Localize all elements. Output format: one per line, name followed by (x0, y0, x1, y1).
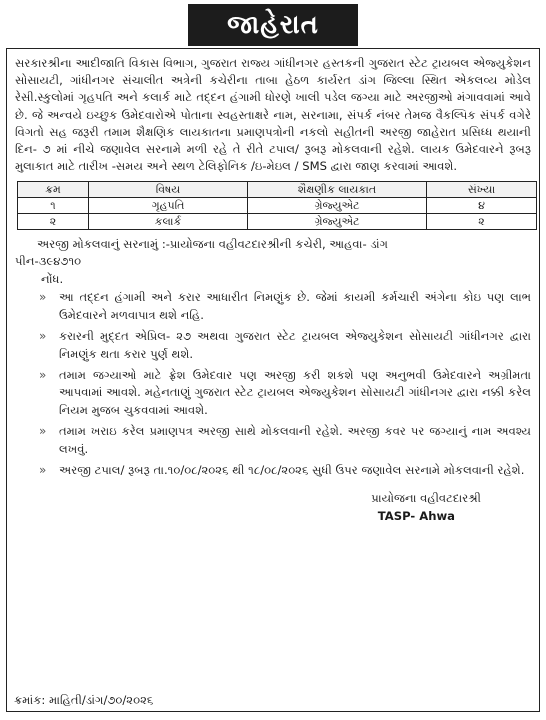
cell-count: ૪ (427, 198, 537, 214)
cell-subject: ગૃહપતિ (89, 198, 248, 214)
column-header-serial: ક્રમ (18, 182, 89, 198)
application-address: અરજી મોકલવાનું સરનામું :-પ્રાયોજના વહીવટદારશ્રીની કચેરી, આહવા- ડાંગ (37, 237, 388, 252)
list-item (15, 367, 531, 419)
bullet-icon: » (39, 368, 47, 383)
bullet-icon: » (39, 424, 47, 439)
signature-office: પ્રાયોજના વહીવટદારશ્રી (371, 491, 481, 506)
note-text: તમામ જગ્યાઓ માટે ફ્રેશ ઉમેદવાર પણ અરજી કરી શકશે પણ અનુભવી ઉમેદવારને અગ્રીમતા આપવામાં આવશે. મહેનતાણું ગુજરાત સ્ટેટ ટ્રાયબલ એજ્યુકેશન સોસાયટી ગાંધીનગર દ્વારા નક્કી કરેલ નિયમ મુજબ ચુકવવામાં આવશે. (59, 368, 531, 417)
note-text: કરારની મુદ્દત એપ્રિલ- ૨૭ અથવા ગુજરાત સ્ટેટ ટ્રાયબલ એજ્યુકેશન સોસાયટી ગાંધીનગર દ્વારા નિમણુંક થતા કરાર પુર્ણ થશે. (59, 329, 531, 361)
cell-count: ૨ (427, 214, 537, 230)
intro-paragraph: સરકારશ્રીના આદીજાતિ વિકાસ વિભાગ, ગુજરાત રાજ્ય ગાંધીનગર હસ્તકની ગુજરાત સ્ટેટ ટ્રાયબલ એજ્યુકેશન સોસાયટી, ગાંધીનગર સંચાલીત અત્રેની કચેરીના તાબા હેઠળ કાર્યરત ડાંગ જિલ્લા સ્થિત એકલવ્ય મોડેલ રેસી.સ્કુલોમાં ગૃહપતિ અને કલાર્ક માટે તદ્દન હંગામી ધોરણે ખાલી પડેલ જગ્યા માટે અરજીઓ મંગાવવામાં આવે છે. જે અન્વયે ઇચ્છુક ઉમેદવારોએ પોતાના સ્વહસ્તાક્ષરે નામ, સરનામા, સંપર્ક નંબર તેમજ વૈકલ્પિક સંપર્ક વગેરે વિગતો સહ જરૂરી તમામ શૈક્ષણિક લાયકાતના પ્રમાણપત્રોની નકલો સહીતની અરજી જાહેરાત પ્રસિધ્ધ થયાની દિન- ૭ માં નીચે જણાવેલ સરનામે મળી રહે તે રીતે ટપાલ/ રૂબરૂ મોકલવાની રહેશે. લાયક ઉમેદવારને રૂબરૂ મુલાકાત માટે તારીખ -સમય અને સ્થળ ટેલિફોનિક /ઇ-મેઇલ / SMS દ્વારા જાણ કરવામાં આવશે. (15, 56, 531, 174)
bullet-icon: » (39, 463, 47, 478)
note-text: અરજી ટપાલ/ રૂબરૂ તા.૧૦/૦૮/૨૦૨૬ થી ૧૮/૦૮/૨૦૨૬ સુધી ઉપર જણાવેલ સરનામે મોકલવાની રહેશે. (59, 463, 525, 478)
list-item (15, 423, 531, 458)
reference-number: ક્રમાંક: માહિતી/ડાંગ/૭૦/૨૦૨૬ (14, 693, 154, 707)
cell-subject: કલાર્ક (89, 214, 248, 230)
cell-qualification: ગ્રેજ્યુએટ (248, 214, 427, 230)
list-item (15, 328, 531, 363)
table-row (18, 214, 537, 230)
cell-qualification: ગ્રેજ્યુએટ (248, 198, 427, 214)
bullet-icon: » (39, 290, 47, 305)
column-header-count: સંખ્યા (427, 182, 537, 198)
notes-list (15, 289, 531, 479)
column-header-subject: વિષય (89, 182, 248, 198)
page-title: જાહેરાત (188, 4, 358, 46)
signature-code: TASP- Ahwa (377, 509, 455, 524)
signature-block (15, 489, 531, 525)
note-text: તમામ ખરાઇ કરેલ પ્રમાણપત્ર અરજી સાથે મોકલવાની રહેશે. અરજી કવર પર જગ્યાનું નામ અવશ્ય લખવું. (59, 424, 531, 456)
notes-heading: નોંધ. (41, 272, 64, 287)
notice-frame (6, 48, 540, 712)
column-header-qualification: શૈક્ષણીક લાયકાત (248, 182, 427, 198)
cell-serial: ૧ (18, 198, 89, 214)
table-header-row (18, 182, 537, 198)
note-text: આ તદ્દન હંગામી અને કરાર આધારીત નિમણુંક છે. જેમાં કાયમી કર્મચારી અંગેના કોઇ પણ લાભ ઉમેદવારને મળવાપાત્ર થશે નહિ. (59, 290, 531, 322)
posts-table (17, 181, 537, 230)
list-item (15, 462, 531, 479)
cell-serial: ૨ (18, 214, 89, 230)
list-item (15, 289, 531, 324)
bullet-icon: » (39, 329, 47, 344)
table-row (18, 198, 537, 214)
address-pincode: પીન-૩૯૪૭૧૦ (15, 254, 82, 269)
